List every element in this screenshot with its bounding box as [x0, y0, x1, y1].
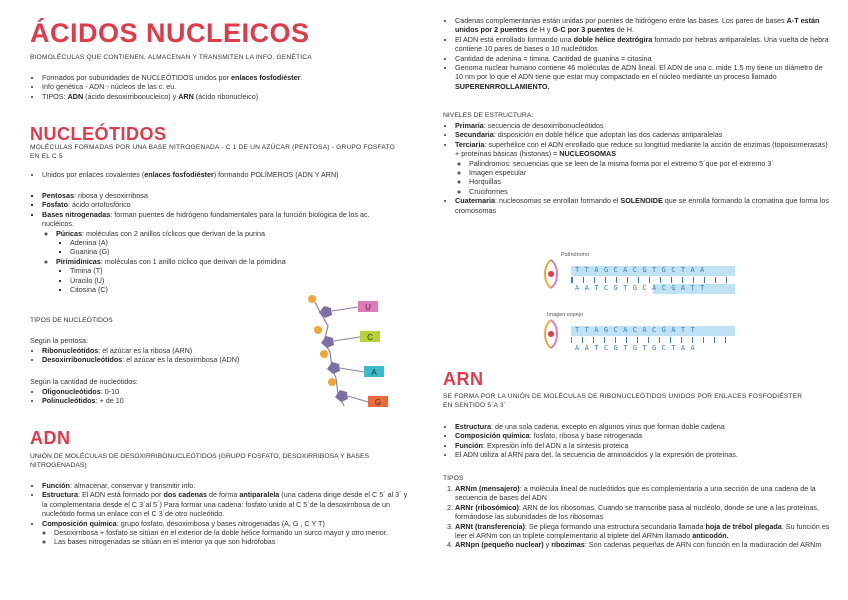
intro-list — [30, 73, 402, 101]
palindromo-arrow-icon — [541, 258, 561, 290]
base-item: ▪ Adenina (A) — [70, 238, 397, 247]
base-item: ▪ Timina (T) — [70, 266, 397, 275]
componente-item: ▪ Pentosas: ribosa y desoxirribosa — [42, 191, 397, 200]
adn-item: • Función: almacenar, conservar y transmitir info. — [42, 481, 414, 490]
cantidad-item: • Oligonucleótidos: 0-10 — [42, 387, 322, 396]
palindromo-bonds — [571, 277, 732, 283]
espejo-arrow-icon — [541, 318, 561, 350]
phosphate-icon — [308, 295, 316, 303]
base-item: ▪ Guanina (G) — [70, 247, 397, 256]
terciaria-item: ◦ Horquillas — [469, 177, 830, 186]
arn-tipo-item: 3. ARNt (transferencia): Se pliega formando una estructura secundaria llamada hoja de trébol plegada. Su función es leer el ARNm con un triplete complementario al triplete del ARNm llamado anticodón. — [455, 522, 830, 541]
terciaria-item: ◦ Imagen especular — [469, 168, 830, 177]
palindromo-figure — [541, 246, 761, 356]
arn-list — [443, 422, 830, 460]
intro-item: • Formados por subunidades de NUCLEÓTIDOS unidos por enlaces fosfodiéster. — [42, 73, 402, 82]
adn-list — [30, 481, 414, 547]
adn-item: • Estructura: El ADN está formado por dos cadenas de forma antiparalela (una cadena dirige desde el C 5´ al 3´ y la complementaria desde el C 3´al 5´) Para formar una cadena: fosfato unido al C 5´de la desoxirribosa de un nucleótido forma un enlace con el C 3´de otro nucleótido. — [42, 490, 414, 518]
arn-heading: ARN — [443, 369, 484, 389]
union-list — [30, 170, 412, 179]
base-label: A — [371, 368, 377, 377]
sugar-icon — [321, 336, 334, 348]
pentosa-list — [30, 346, 322, 365]
base-label: G — [374, 398, 382, 407]
base-item: ▪ Citosina (C) — [70, 285, 397, 294]
segun-cantidad-label: Según la cantidad de nucleótidos: — [30, 377, 138, 386]
imagen-espejo-label: Imagen espejo — [547, 312, 584, 318]
terciaria-item: ◦ Cruciformes — [469, 187, 830, 196]
adn-detail-item: • Cadenas complementarias están unidas por puentes de hidrógeno entre las bases. Los pares de bases A-T están unidos por 2 puentes de H y G-C por 3 puentes de H. — [455, 16, 830, 35]
base-label: U — [365, 303, 371, 312]
arn-subtitle: SE FORMA POR LA UNIÓN DE MOLÉCULAS DE RIBONUCLEÓTIDOS UNIDOS POR ENLACES FOSFODIÉSTER EN SENTIDO 5´A 3´ — [443, 393, 803, 409]
nivel-item: • Cuaternaria: nucleosomas se enrollan formando el SOLENOIDE que se enrolla formando la cromatina que forma los cromosomas — [455, 196, 830, 215]
base-item: ▪ Uracilo (U) — [70, 276, 397, 285]
sugar-icon — [335, 390, 348, 402]
sugar-icon — [327, 362, 340, 374]
arn-tipo-item: 1. ARNm (mensajero): a molécula lineal de nucleótidos que es complementaria a una sección de una cadena de la secuencia de bases del ADN — [455, 484, 830, 503]
pentosa-item: • Desoxirribonucleótidos: el azúcar es la desoxirribosa (ADN) — [42, 355, 322, 364]
palindromo-top-strand: T T A G C A C G T G C T A A — [571, 266, 735, 276]
palindromo-label: Palíndromo — [561, 252, 590, 258]
phosphate-icon — [320, 350, 328, 358]
phosphate-icon — [328, 378, 336, 386]
cantidad-list — [30, 387, 322, 406]
segun-pentosa-label: Según la pentosa: — [30, 336, 88, 345]
base-label: C — [367, 333, 373, 342]
nivel-item: • Secundaria: disposición en doble hélice que adoptan las dos cadenas antiparalelas — [455, 130, 830, 139]
arn-item: • El ADN utiliza al ARN para det. la secuencia de aminoácidos y la expresión de proteínas. — [455, 450, 830, 459]
tipos-nucleotidos-heading: TIPOS DE NUCLEÓTIDOS — [30, 317, 113, 324]
adn-heading: ADN — [30, 428, 71, 448]
adn-item: • Composición química: grupo fosfato, desoxirribosa y bases nitrogenadas (A, G , C Y T) ◦ Desoxirribosa + fosfato se sitúan en el exterior de la doble hélice formando un surco mayor y otro menor. ◦ Las bases nitrogenadas se sitúan en el interior ya que son hidrófobas — [42, 519, 414, 547]
page-subtitle: BIOMOLÉCULAS QUE CONTIENEN, ALMACENAN Y TRANSMITEN LA INFO. GENÉTICA — [30, 54, 312, 61]
union-item: • Unidos por enlaces covalentes (enlaces fosfodiéster) formando POLÍMEROS (ADN Y ARN) — [42, 170, 412, 179]
pirimidinicas-item: ◦ Pirimidínicas: moléculas con 1 anillo cíclico que derivan de la primidina ▪ Timina (T) ▪ Uracilo (U) ▪ Citosina (C) — [56, 257, 397, 295]
componentes-list — [30, 191, 397, 294]
intro-item: • TIPOS: ADN (ácido desoxirribonucleico) y ARN (ácido ribonucleico) — [42, 92, 402, 101]
componente-item: ▪ Bases nitrogenadas: forman puentes de hidrógeno fundamentales para la función biológica de los ac. nucléicos. ◦ Púricas: moléculas con 2 anillos cíclicos que derivan de la purina ▪ Adenina (A) ▪ Guanina (G) ◦ Pirimidínicas: moléculas con 1 anillo cíclico que derivan de la primidina ▪ Timina (T) ▪ Uracilo (U) ▪ Citosina (C) — [42, 210, 397, 295]
arn-tipos-heading: TIPOS — [443, 475, 464, 482]
adn-details-list — [443, 16, 830, 91]
page-title: ÁCIDOS NUCLEICOS — [30, 18, 310, 48]
intro-item: • Info genética - ADN - núcleos de las c. eu. — [42, 82, 402, 91]
arn-item: • Composición química: fosfato, ribosa y base nitrogenada — [455, 431, 830, 440]
adn-detail-item: • El ADN está enrollado formando una doble hélice dextrógira formado por hebras antiparalelas. Una vuelta de hebra contiene 10 pares de bases o 10 nucleótidos — [455, 35, 830, 54]
cantidad-item: • Polinucleótidos: + de 10 — [42, 396, 322, 405]
nucleotidos-heading: NUCLEÓTIDOS — [30, 124, 167, 144]
arn-tipo-item: 4. ARNpn (pequeño nuclear) y ribozimas: Son cadenas pequeñas de ARN con función en la maduración del ARNm — [455, 540, 830, 549]
arn-item: • Función: Expresión info del ADN a la síntesis proteica — [455, 441, 830, 450]
niveles-list — [443, 121, 830, 215]
nucleotide-chain-diagram — [300, 290, 400, 420]
adn-detail-item: • Cantidad de adenina = timina. Cantidad de guanina = citosina — [455, 54, 830, 63]
adn-subtitle: UNIÓN DE MOLÉCULAS DE DESOXIRRIBONUCLEÓTIDOS (GRUPO FOSFATO, DESOXIRRIBOSA Y BASES NITROGENADAS) — [30, 453, 370, 470]
sugar-icon — [319, 306, 332, 318]
componente-item: ▪ Fosfato: ácido ortofosfórico — [42, 200, 397, 209]
espejo-bottom-strand: A A T C G T G T G C T A A — [575, 344, 696, 352]
arn-item: • Estructura: de una sola cadena, excepto en algunos virus que forman doble cadena — [455, 422, 830, 431]
nivel-item: • Primaria: secuencia de desoxirribonucleótidos — [455, 121, 830, 130]
nucleotidos-subtitle: MOLÉCULAS FORMADAS POR UNA BASE NITROGENADA - C 1 DE UN AZÚCAR (PENTOSA) - GRUPO FOSFATO EN EL C 5 — [30, 144, 395, 160]
espejo-top-strand: T T A G C A C A C G A T T — [571, 326, 735, 336]
terciaria-item: ◦ Palindromos: secuencias que se leen de la misma forma por el extremo 5´que por el extremo 3´ — [469, 159, 830, 168]
espejo-bonds — [571, 337, 731, 343]
nivel-item: • Terciaria: superhélice con el ADN enrollado que reduce su longitud mediante la acción de enzimas (topoisomerasas) + proteínas básicas (histonas) = NUCLEOSOMAS ◦ Palindromos: secuencias que se leen de la misma forma por el extremo 5´que por el extremo 3´ ◦ Imagen especular ◦ Horquillas ◦ Cruciformes — [455, 140, 830, 196]
comp-item: ◦ Desoxirribosa + fosfato se sitúan en el exterior de la doble hélice formando un surco mayor y otro menor. — [54, 528, 414, 537]
arn-tipo-item: 2. ARNr (ribosómico): ARN de los ribosomas. Cuando se transcribe pasa al nucléolo, donde se une a las proteínas, formándose las subunidades de los ribosomas — [455, 503, 830, 522]
puricas-item: ◦ Púricas: moléculas con 2 anillos cíclicos que derivan de la purina ▪ Adenina (A) ▪ Guanina (G) — [56, 229, 397, 257]
palindromo-bottom-strand: A A T C G T G C A C G A T T — [571, 284, 735, 294]
comp-item: ◦ Las bases nitrogenadas se sitúan en el interior ya que son hidrófobas — [54, 537, 414, 546]
phosphate-icon — [314, 326, 322, 334]
adn-detail-item: • Genoma nuclear humano contiene 46 moléculas de ADN lineal. El ADN de una c. mide 1.5 my tiene un diámetro de 10 nm por lo que el ADN tiene que estar muy compactado en el núcleo mediante un proceso llamado SUPERENRROLLAMIENTO. — [455, 63, 830, 91]
pentosa-item: • Ribonucleótidos: el azúcar es la ribosa (ARN) — [42, 346, 322, 355]
arn-tipos-list — [443, 484, 830, 550]
niveles-heading: NIVELES DE ESTRUCTURA: — [443, 112, 534, 119]
